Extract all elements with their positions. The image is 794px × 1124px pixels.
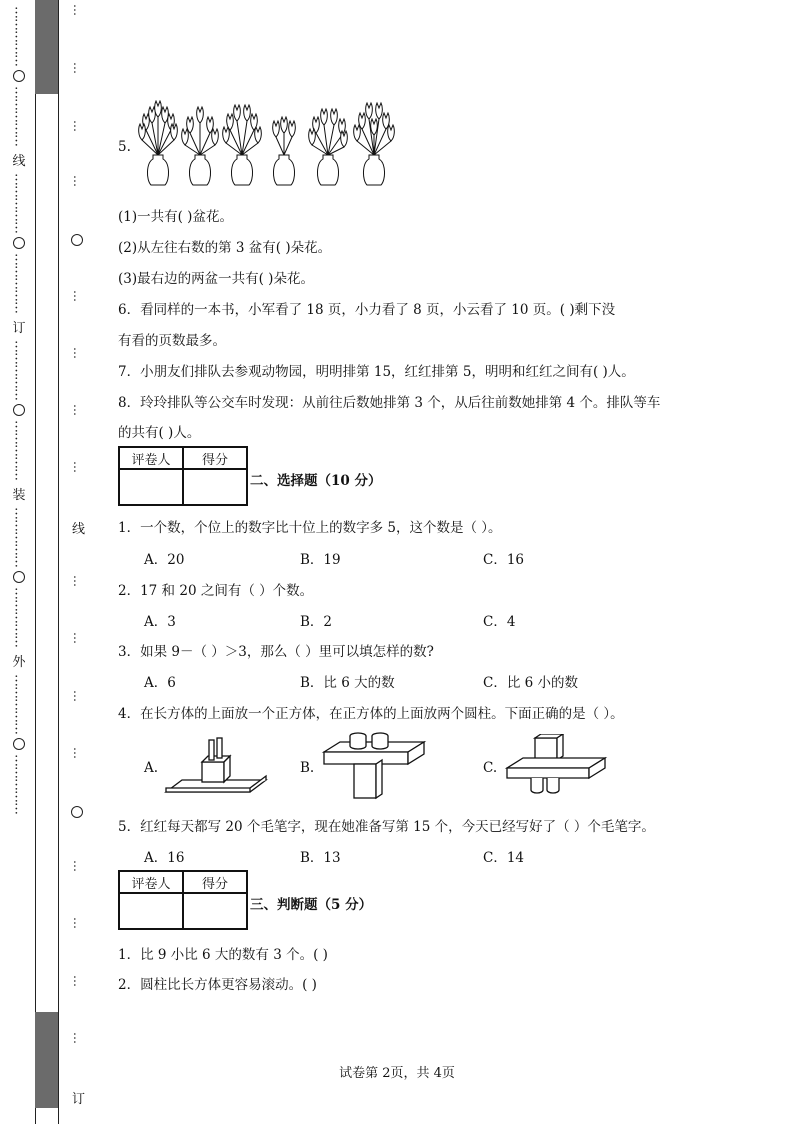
binding-circle <box>13 70 25 82</box>
score-cell[interactable] <box>183 893 247 929</box>
q5-sub-2: (2)从左往右数的第 3 盆有( )朵花。 <box>118 240 332 256</box>
option-c-figure <box>505 734 609 800</box>
binding-char-ding: 订 <box>12 321 26 336</box>
binding-circle <box>13 404 25 416</box>
q5-number: 5. <box>118 139 131 155</box>
option-a-figure <box>164 734 268 796</box>
q5-sub-3: (3)最右边的两盆一共有( )朵花。 <box>118 271 314 287</box>
q8-line-1: 8．玲玲排队等公交车时发现：从前往后数她排第 3 个，从后往前数她排第 4 个。排队等车 <box>118 395 661 411</box>
score-table-section2 <box>118 446 248 506</box>
s2-q4-stem: 4．在长方体的上面放一个正方体，在正方体的上面放两个圆柱。下面正确的是（ ）。 <box>118 706 624 722</box>
grader-label: 评卷人 <box>119 447 183 469</box>
s2-q1-option-c[interactable]: C．16 <box>483 552 525 568</box>
inner-binding-char-line: 线 <box>72 522 86 537</box>
flower-pot-6 <box>354 103 395 185</box>
outer-binding-line: …………… …………… 线 …………… …………… 订 …………… …………… 装 …………… …………… 外 …………… …………… <box>11 6 27 814</box>
binding-circle <box>13 738 25 750</box>
s2-q2-option-b[interactable]: B．2 <box>300 614 333 630</box>
s3-q1: 1．比 9 小比 6 大的数有 3 个。( ) <box>118 947 328 963</box>
score-cell[interactable] <box>183 469 247 505</box>
binding-char-wai: 外 <box>12 655 26 670</box>
section3-title: 三、判断题（5 分） <box>250 897 373 913</box>
section2-title: 二、选择题（10 分） <box>250 473 382 489</box>
q7: 7．小朋友们排队去参观动物园，明明排第 15，红红排第 5，明明和红红之间有( )人。 <box>118 364 635 380</box>
s2-q1-stem: 1．一个数，个位上的数字比十位上的数字多 5，这个数是（ ）。 <box>118 520 502 536</box>
page-footer: 试卷第 2页，共 4页 <box>339 1066 455 1081</box>
s2-q3-option-a[interactable]: A．6 <box>144 675 176 691</box>
s2-q1-option-a[interactable]: A．20 <box>144 552 185 568</box>
s2-q2-option-c[interactable]: C．4 <box>483 614 516 630</box>
inner-binding-line: … … … … … … … … 线 … … … … … … … … 订 <box>58 0 97 1124</box>
flower-pot-3 <box>223 105 262 185</box>
inner-binding-char-ding: 订 <box>72 1092 86 1107</box>
option-b-figure <box>318 730 428 802</box>
s2-q5-option-a[interactable]: A．16 <box>144 850 185 866</box>
binding-circle <box>71 806 83 818</box>
binding-bar-top <box>35 0 58 94</box>
s2-q3-option-c[interactable]: C．比 6 小的数 <box>483 675 579 691</box>
s2-q3-stem: 3．如果 9－（ ）＞3，那么（ ）里可以填怎样的数? <box>118 644 434 660</box>
score-label: 得分 <box>183 871 247 893</box>
score-label: 得分 <box>183 447 247 469</box>
q5-sub-1: (1)一共有( )盆花。 <box>118 209 233 225</box>
flower-pot-1 <box>139 101 178 185</box>
s3-q2: 2．圆柱比长方体更容易滚动。( ) <box>118 977 317 993</box>
binding-rule <box>35 0 36 1124</box>
binding-margin <box>0 0 96 1124</box>
s2-q2-option-a[interactable]: A．3 <box>144 614 176 630</box>
s2-q4-option-a[interactable]: A. <box>144 760 159 776</box>
grader-cell[interactable] <box>119 469 183 505</box>
s2-q5-stem: 5．红红每天都写 20 个毛笔字，现在她准备写第 15 个，今天已经写好了（ ）个毛笔字。 <box>118 819 655 835</box>
q8-line-2: 的共有( )人。 <box>118 425 201 441</box>
binding-circle <box>71 234 83 246</box>
q6-line-2: 有看的页数最多。 <box>118 333 226 349</box>
binding-circle <box>13 237 25 249</box>
grader-label: 评卷人 <box>119 871 183 893</box>
binding-bar-bottom <box>35 1012 58 1108</box>
s2-q3-option-b[interactable]: B．比 6 大的数 <box>300 675 395 691</box>
s2-q5-option-c[interactable]: C．14 <box>483 850 525 866</box>
binding-circle <box>13 571 25 583</box>
q6-line-1: 6．看同样的一本书，小军看了 18 页，小力看了 8 页，小云看了 10 页。( )剩下没 <box>118 302 616 318</box>
s2-q4-option-b[interactable]: B. <box>300 760 315 776</box>
binding-char-zhuang: 装 <box>12 488 26 503</box>
s2-q1-option-b[interactable]: B．19 <box>300 552 341 568</box>
flower-pot-4 <box>273 117 296 185</box>
binding-char-line: 线 <box>12 154 26 169</box>
flower-pot-2 <box>182 107 219 185</box>
s2-q5-option-b[interactable]: B．13 <box>300 850 341 866</box>
flower-pot-5 <box>309 109 348 185</box>
score-table-section3 <box>118 870 248 930</box>
s2-q2-stem: 2．17 和 20 之间有（ ）个数。 <box>118 583 314 599</box>
s2-q4-option-c[interactable]: C. <box>483 760 498 776</box>
grader-cell[interactable] <box>119 893 183 929</box>
flower-pots-illustration <box>138 100 410 192</box>
